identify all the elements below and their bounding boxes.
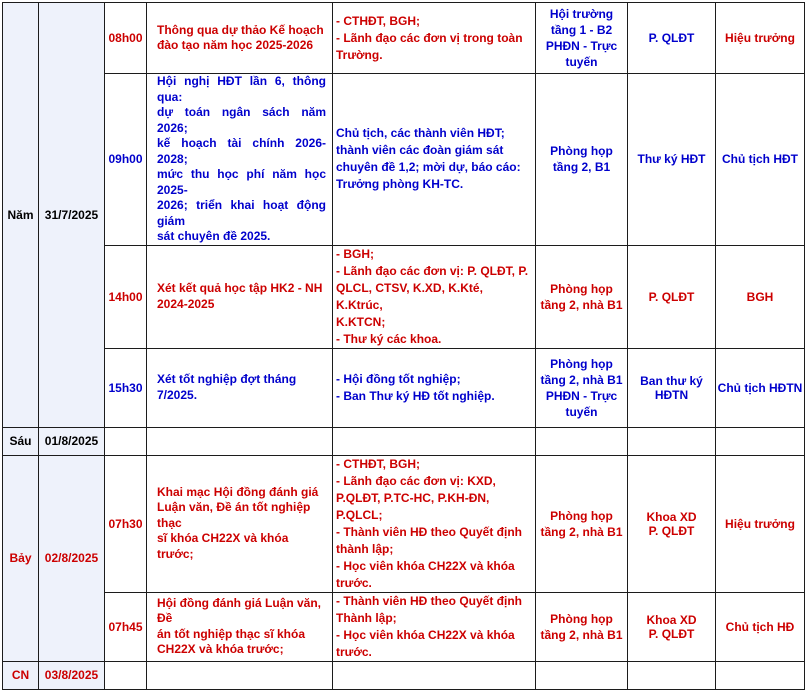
participant-line: Trưởng phòng KH-TC. bbox=[336, 177, 464, 192]
location-line: tầng 2, nhà B1 bbox=[540, 524, 623, 539]
empty-cell bbox=[147, 661, 333, 689]
location-cell bbox=[536, 592, 628, 661]
time-cell: 09h00 bbox=[105, 74, 147, 246]
participants-cell bbox=[333, 3, 536, 74]
participant-line: - Ban Thư ký HĐ tốt nghiệp. bbox=[336, 388, 495, 403]
host-cell: P. QLĐT bbox=[628, 3, 716, 74]
location-line: Phòng họp bbox=[550, 508, 613, 523]
content-line: mức thu học phí năm học 2025- bbox=[157, 167, 326, 197]
table-row bbox=[3, 74, 805, 246]
participant-line: - Học viên khóa CH22X và khóa bbox=[336, 558, 515, 573]
schedule-table bbox=[2, 2, 805, 690]
table-row bbox=[3, 348, 805, 427]
location-cell bbox=[536, 245, 628, 348]
date-cell: 01/8/2025 bbox=[39, 427, 105, 455]
participant-line: - CTHĐT, BGH; bbox=[336, 456, 420, 471]
location-line: PHĐN - Trực bbox=[545, 388, 618, 403]
participant-line: - Thư ký các khoa. bbox=[336, 331, 442, 346]
table-row bbox=[3, 427, 805, 455]
participant-line: trước. bbox=[336, 644, 372, 659]
participant-line: Chủ tịch, các thành viên HĐT; bbox=[336, 126, 505, 141]
content-line: kế hoạch tài chính 2026-2028; bbox=[157, 136, 326, 166]
empty-cell bbox=[716, 661, 805, 689]
location-line: tầng 2, nhà B1 bbox=[540, 627, 623, 642]
empty-cell bbox=[628, 427, 716, 455]
location-line: tầng 2, B1 bbox=[552, 160, 611, 175]
participant-line: - Hội đồng tốt nghiệp; bbox=[336, 371, 461, 386]
day-cell: CN bbox=[3, 661, 39, 689]
empty-cell bbox=[147, 427, 333, 455]
content-line: án tốt nghiệp thạc sĩ khóa bbox=[157, 626, 306, 641]
content-line: Khai mạc Hội đồng đánh giá bbox=[157, 484, 319, 499]
participant-line: - CTHĐT, BGH; bbox=[336, 13, 420, 28]
participant-line: P.QLCL; bbox=[336, 507, 383, 522]
location-cell bbox=[536, 3, 628, 74]
host-line: P. QLĐT bbox=[648, 626, 695, 641]
location-line: Phòng họp bbox=[550, 611, 613, 626]
empty-cell bbox=[333, 661, 536, 689]
empty-cell bbox=[716, 427, 805, 455]
participants-cell bbox=[333, 245, 536, 348]
empty-cell bbox=[105, 661, 147, 689]
location-line: tuyến bbox=[565, 404, 598, 419]
content-line: Xét tốt nghiệp đợt tháng bbox=[157, 372, 297, 386]
empty-cell bbox=[333, 427, 536, 455]
empty-cell bbox=[536, 427, 628, 455]
participant-line: - Thành viên HĐ theo Quyết định bbox=[336, 593, 522, 608]
participant-line: - Thành viên HĐ theo Quyết định bbox=[336, 524, 522, 539]
table-row bbox=[3, 245, 805, 348]
content-line: 7/2025. bbox=[157, 387, 198, 402]
participants-cell bbox=[333, 348, 536, 427]
content-cell bbox=[147, 3, 333, 74]
participants-cell bbox=[333, 455, 536, 592]
time-cell: 08h00 bbox=[105, 3, 147, 74]
location-line: tuyến bbox=[565, 55, 598, 69]
content-line: Hội nghị HĐT lần 6, thông qua: bbox=[157, 74, 326, 104]
content-line: 2026; triển khai hoạt động giám bbox=[157, 198, 326, 228]
content-line: sát chuyên đề 2025. bbox=[157, 229, 271, 243]
host-line: Khoa XD bbox=[646, 612, 697, 627]
participant-line: K.KTCN; bbox=[336, 314, 386, 329]
participant-line: - BGH; bbox=[336, 246, 374, 261]
content-line: CH22X và khóa trước; bbox=[157, 642, 284, 656]
participant-line: trước. bbox=[336, 575, 372, 590]
host-cell: Thư ký HĐT bbox=[628, 74, 716, 246]
content-line: dự toán ngân sách năm 2026; bbox=[157, 105, 326, 135]
date-cell: 03/8/2025 bbox=[39, 661, 105, 689]
empty-cell bbox=[105, 427, 147, 455]
participants-cell bbox=[333, 592, 536, 661]
content-line: Xét kết quả học tập HK2 - NH bbox=[157, 281, 323, 295]
participants-cell bbox=[333, 74, 536, 246]
content-cell bbox=[147, 245, 333, 348]
participant-line: - Lãnh đạo các đơn vị: P. QLĐT, P. bbox=[336, 263, 529, 278]
date-cell: 31/7/2025 bbox=[39, 3, 105, 428]
host-cell bbox=[628, 348, 716, 427]
participant-line: - Lãnh đạo các đơn vị: KXD, bbox=[336, 473, 496, 488]
participant-line: chuyên đề 1,2; mời dự, báo cáo: bbox=[336, 160, 521, 175]
time-cell: 15h30 bbox=[105, 348, 147, 427]
host-line: HĐTN bbox=[654, 387, 689, 402]
host-cell: P. QLĐT bbox=[628, 245, 716, 348]
host-line: Khoa XD bbox=[646, 509, 697, 524]
time-cell: 07h30 bbox=[105, 455, 147, 592]
content-cell bbox=[147, 348, 333, 427]
participant-line: thành lập; bbox=[336, 541, 394, 556]
location-line: Hội trường bbox=[549, 7, 614, 21]
participant-line: P.QLĐT, P.TC-HC, P.KH-ĐN, bbox=[336, 490, 490, 505]
location-line: Phòng họp bbox=[550, 281, 613, 296]
content-cell bbox=[147, 455, 333, 592]
table-row bbox=[3, 661, 805, 689]
table-row bbox=[3, 3, 805, 74]
table-row bbox=[3, 592, 805, 661]
day-cell: Năm bbox=[3, 3, 39, 428]
location-cell bbox=[536, 455, 628, 592]
table-row bbox=[3, 455, 805, 592]
participant-line: thành viên các đoàn giám sát bbox=[336, 143, 504, 158]
participant-line: QLCL, CTSV, K.XD, K.Kté, K.Ktrúc, bbox=[336, 280, 483, 312]
content-line: 2024-2025 bbox=[157, 296, 215, 311]
leader-cell: Chủ tịch HĐT bbox=[716, 74, 805, 246]
host-cell bbox=[628, 455, 716, 592]
location-line: Phòng họp bbox=[550, 356, 613, 371]
time-cell: 07h45 bbox=[105, 592, 147, 661]
location-line: tầng 2, nhà B1 bbox=[540, 297, 623, 312]
leader-cell: Chủ tịch HĐ bbox=[716, 592, 805, 661]
content-line: sĩ khóa CH22X và khóa trước; bbox=[157, 531, 289, 561]
host-line: P. QLĐT bbox=[648, 523, 695, 538]
content-cell bbox=[147, 74, 333, 246]
empty-cell bbox=[536, 661, 628, 689]
content-cell bbox=[147, 592, 333, 661]
host-line: Ban thư ký bbox=[640, 373, 703, 388]
time-cell: 14h00 bbox=[105, 245, 147, 348]
participant-line: Trường. bbox=[336, 47, 383, 62]
location-line: tầng 1 - B2 bbox=[550, 23, 613, 37]
location-line: PHĐN - Trực bbox=[545, 39, 618, 53]
host-cell bbox=[628, 592, 716, 661]
location-line: Phòng họp bbox=[550, 144, 613, 159]
date-cell: 02/8/2025 bbox=[39, 455, 105, 661]
location-cell bbox=[536, 348, 628, 427]
leader-cell: Hiệu trưởng bbox=[716, 3, 805, 74]
location-line: tầng 2, nhà B1 bbox=[540, 372, 623, 387]
leader-cell: Chủ tịch HĐTN bbox=[716, 348, 805, 427]
leader-cell: BGH bbox=[716, 245, 805, 348]
day-cell: Bảy bbox=[3, 455, 39, 661]
participant-line: Thành lập; bbox=[336, 610, 397, 625]
location-cell bbox=[536, 74, 628, 246]
content-line: đào tạo năm học 2025-2026 bbox=[157, 38, 314, 52]
participant-line: - Học viên khóa CH22X và khóa bbox=[336, 627, 515, 642]
empty-cell bbox=[628, 661, 716, 689]
day-cell: Sáu bbox=[3, 427, 39, 455]
content-line: Hội đồng đánh giá Luận văn, Đề bbox=[157, 595, 321, 625]
participant-line: - Lãnh đạo các đơn vị trong toàn bbox=[336, 30, 523, 45]
content-line: Luận văn, Đề án tốt nghiệp thạc bbox=[157, 500, 311, 530]
content-line: Thông qua dự thảo Kế hoạch bbox=[157, 22, 324, 37]
leader-cell: Hiệu trưởng bbox=[716, 455, 805, 592]
